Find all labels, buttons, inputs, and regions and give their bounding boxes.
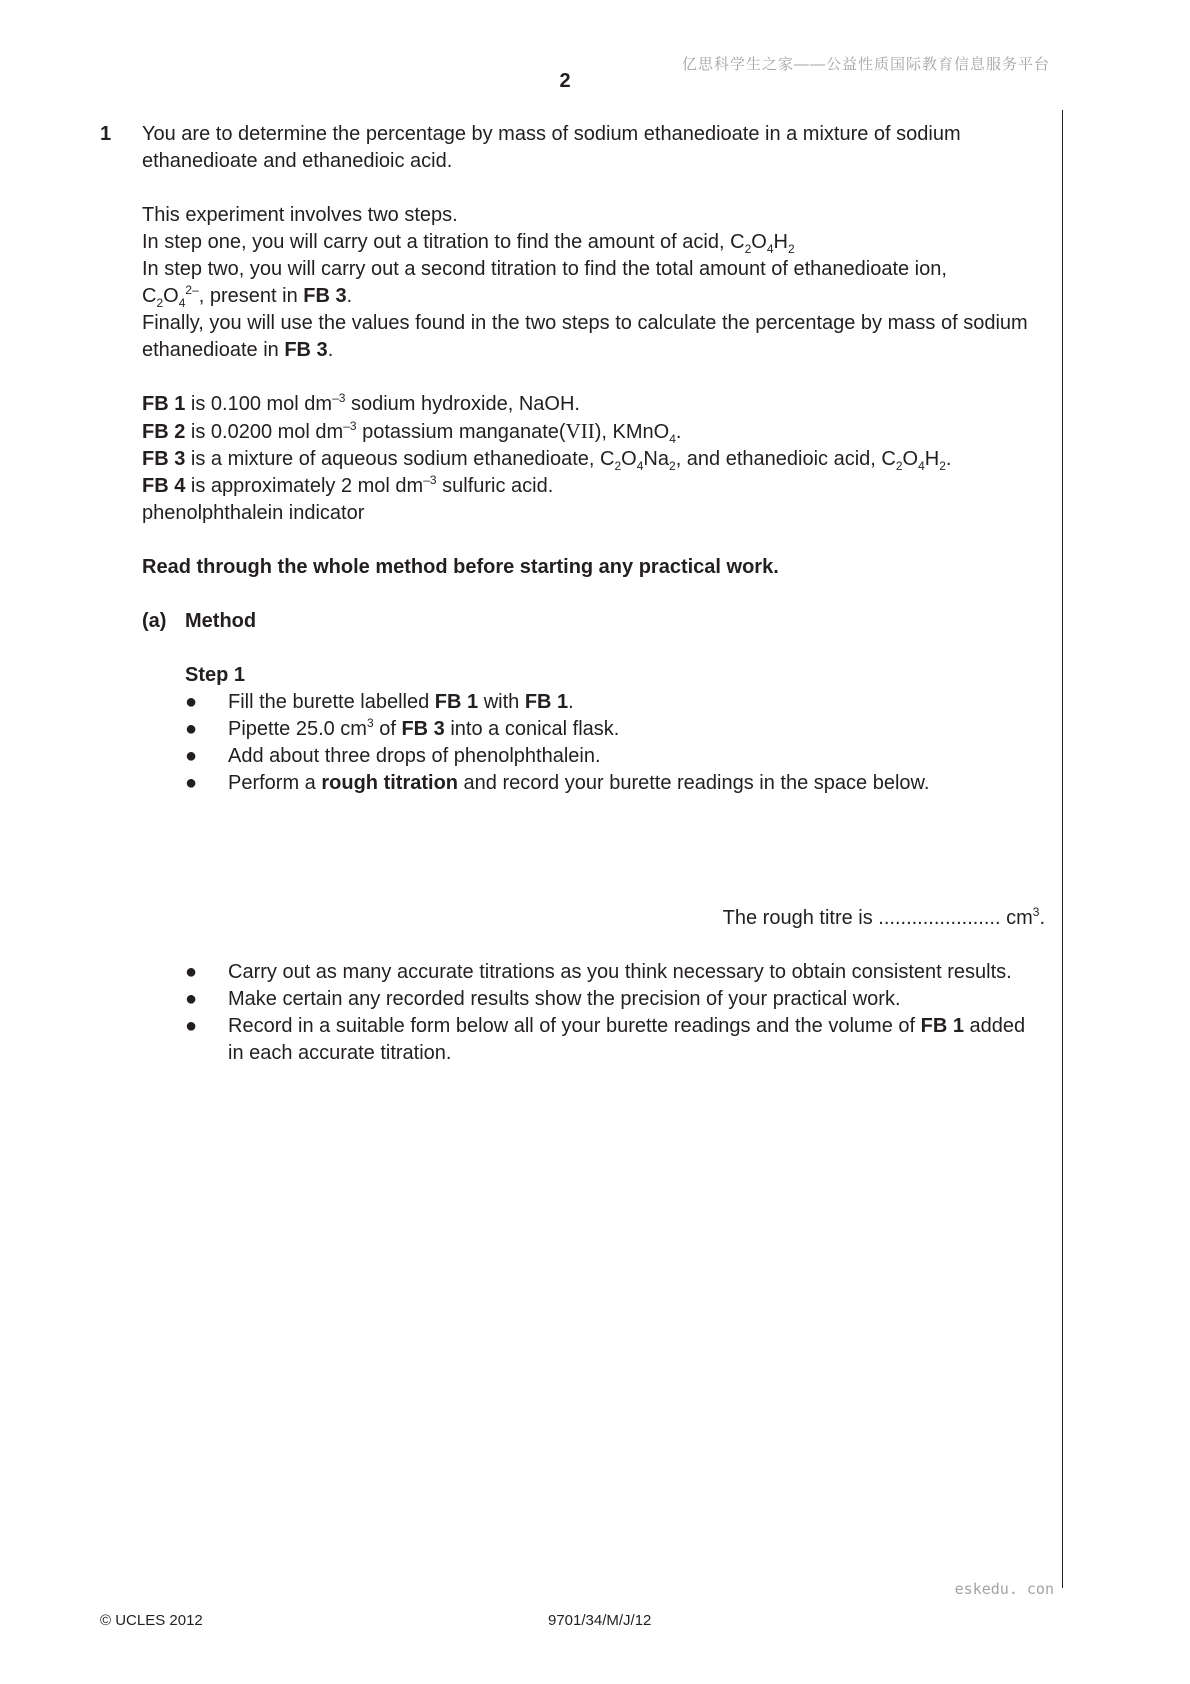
fb2-description: FB 2 is 0.0200 mol $dm^{-3}$ potassium manganate(VII), KMnO$_4$. xyxy=(142,419,682,446)
list-item: ● Add about three drops of phenolphthalein. xyxy=(185,745,601,767)
step1-bullet-list xyxy=(185,689,1045,797)
rough-work-space[interactable] xyxy=(142,797,1045,905)
finally-paragraph: Finally, you will use the values found in the two steps to calculate the percentage by mass of sodium ethanedioate in FB 3. xyxy=(142,312,1028,361)
list-item: ● Perform a rough titration and record your burette readings in the space below. xyxy=(185,772,930,794)
step-one-line: In step one, you will carry out a titration to find the amount of acid, $C_2O_4H_2$ xyxy=(142,231,795,256)
page-number: 2 xyxy=(559,70,571,92)
fb4-description: FB 4 is approximately 2 mol $dm^{-3}$ sulfuric acid. xyxy=(142,473,554,497)
step-two-line: In step two, you will carry out a second titration to find the total amount of ethanedioate ion, xyxy=(142,258,947,280)
steps-intro: This experiment involves two steps. xyxy=(142,204,458,226)
margin-rule xyxy=(1062,110,1063,1588)
list-item: ● Pipette 25.0 $cm^3$ of FB 3 into a conical flask. xyxy=(185,716,620,740)
instruction-line: Read through the whole method before starting any practical work. xyxy=(142,556,779,578)
accurate-titration-bullet-list xyxy=(185,959,1045,1067)
fb3-description: FB 3 is a mixture of aqueous sodium ethanedioate, $C_2O_4Na_2$, and ethanedioic acid, $C_2O_4H_2$. xyxy=(142,448,952,473)
indicator-line: phenolphthalein indicator xyxy=(142,502,365,524)
paper-code: 9701/34/M/J/12 xyxy=(548,1612,652,1629)
question-number: 1 xyxy=(100,123,112,145)
list-item: ● Record in a suitable form below all of your burette readings and the volume of FB 1 added in each accurate titration. xyxy=(185,1015,1026,1064)
fb1-description: FB 1 is 0.100 mol $dm^{-3}$ sodium hydroxide, NaOH. xyxy=(142,391,580,415)
footer-watermark: eskedu. con xyxy=(954,1580,1054,1598)
ethanedioate-ion-line: $C_2O_4^{2-}$, present in FB 3. xyxy=(142,283,353,310)
part-a-title: Method xyxy=(185,610,257,632)
question-content xyxy=(100,121,1045,1067)
rough-titre-answer-line[interactable]: The rough titre is ...................... $cm^3$. xyxy=(722,905,1045,929)
intro-paragraph: You are to determine the percentage by mass of sodium ethanedioate in a mixture of sodium ethanedioate and ethanedioic acid. xyxy=(142,123,961,172)
step1-heading: Step 1 xyxy=(185,664,246,686)
header-watermark: 亿思科学生之家——公益性质国际教育信息服务平台 xyxy=(681,56,1050,73)
list-item: ● Carry out as many accurate titrations as you think necessary to obtain consistent results. xyxy=(185,961,1012,983)
part-a-label: (a) xyxy=(142,610,167,632)
copyright: © UCLES 2012 xyxy=(100,1612,203,1629)
part-a-heading xyxy=(142,608,1045,635)
list-item: ● Fill the burette labelled FB 1 with FB 1. xyxy=(185,691,574,713)
list-item: ● Make certain any recorded results show the precision of your practical work. xyxy=(185,988,901,1010)
